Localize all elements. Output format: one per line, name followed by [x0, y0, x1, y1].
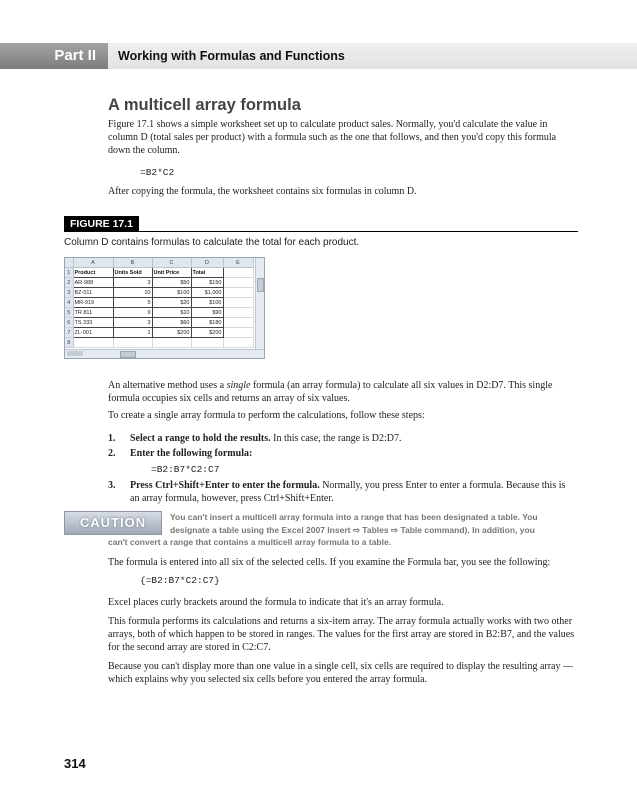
- cell: Product: [73, 268, 113, 278]
- cell: 5: [113, 298, 152, 308]
- cell: AR-988: [73, 278, 113, 288]
- caution-badge: CAUTION: [64, 511, 162, 535]
- cell: Total: [191, 268, 223, 278]
- cell: 3: [113, 318, 152, 328]
- caution-line: can't convert a range that contains a multicell array formula to a table.: [108, 537, 392, 547]
- cell: $10: [152, 308, 191, 318]
- cell: $180: [191, 318, 223, 328]
- code-formula-3: {=B2:B7*C2:C7}: [140, 575, 220, 586]
- cell: $20: [152, 298, 191, 308]
- cell: $200: [152, 328, 191, 338]
- row-header: 8: [65, 338, 73, 348]
- steps-intro: To create a single array formula to perform the calculations, follow these steps:: [108, 410, 425, 421]
- row-header: 7: [65, 328, 73, 338]
- step-number: 3.: [108, 480, 116, 491]
- cell: TR 811: [73, 308, 113, 318]
- cell: [223, 318, 253, 328]
- step-number: 2.: [108, 448, 116, 459]
- row-header: 6: [65, 318, 73, 328]
- step-bold: Enter the following formula:: [130, 448, 253, 459]
- cell: [191, 338, 223, 348]
- table-row: [65, 298, 253, 308]
- table-row: [65, 278, 253, 288]
- cell: TS 333: [73, 318, 113, 328]
- table-row: [65, 318, 253, 328]
- row-header: 3: [65, 288, 73, 298]
- cell: $60: [152, 318, 191, 328]
- code-formula-2: =B2:B7*C2:C7: [151, 464, 220, 475]
- step-bold: Select a range to hold the results.: [130, 433, 271, 444]
- table-row: [65, 268, 253, 278]
- cell: [113, 338, 152, 348]
- cell: $150: [191, 278, 223, 288]
- after-copy-paragraph: After copying the formula, the worksheet contains six formulas in column D.: [108, 186, 417, 197]
- column-header: B: [113, 258, 152, 268]
- cell: $200: [191, 328, 223, 338]
- vertical-scrollbar[interactable]: [255, 258, 264, 358]
- row-header: 5: [65, 308, 73, 318]
- step-bold: Press Ctrl+Shift+Enter to enter the formula.: [130, 480, 320, 491]
- column-header: E: [223, 258, 253, 268]
- alternative-paragraph: [108, 379, 578, 405]
- cell: $100: [191, 298, 223, 308]
- cell: $50: [152, 278, 191, 288]
- scroll-thumb[interactable]: [120, 351, 136, 358]
- step-1: [108, 432, 570, 445]
- column-header-row: [65, 258, 253, 268]
- cell: [223, 328, 253, 338]
- step-3: [108, 479, 570, 505]
- cell: [152, 338, 191, 348]
- cell: $100: [152, 288, 191, 298]
- spreadsheet-grid: [65, 258, 254, 348]
- intro-paragraph: Figure 17.1 shows a simple worksheet set up to calculate product sales. Normally, you'd calculate the value in column D (total sales per product) with a formula such as the one that follows, and then you'd copy this formula down the column.: [108, 119, 557, 156]
- caution-line: You can't insert a multicell array formula into a range that has been designated a table. You: [170, 512, 538, 522]
- table-row: [65, 308, 253, 318]
- table-row: [65, 288, 253, 298]
- cell: [223, 308, 253, 318]
- emphasis: single: [226, 380, 251, 391]
- scroll-thumb[interactable]: [257, 278, 264, 292]
- cell: 9: [113, 308, 152, 318]
- section-title: A multicell array formula: [108, 96, 301, 114]
- part-label: Part II: [0, 43, 108, 69]
- cell: Units Sold: [113, 268, 152, 278]
- row-header: 4: [65, 298, 73, 308]
- table-row: [65, 328, 253, 338]
- cell: 10: [113, 288, 152, 298]
- cell: MR-919: [73, 298, 113, 308]
- cell: [73, 338, 113, 348]
- cell: [223, 268, 253, 278]
- cell: $90: [191, 308, 223, 318]
- caution-line: designate a table using the Excel 2007 Insert ⇨ Tables ⇨ Table command). In addition, you: [170, 524, 535, 535]
- step-text: Normally, you press Enter to enter a formula. Because this is an array formula, however, press Ctrl+Shift+Enter.: [130, 480, 566, 504]
- column-header: D: [191, 258, 223, 268]
- cell: [223, 298, 253, 308]
- page-number: 314: [64, 756, 86, 771]
- entered-paragraph: The formula is entered into all six of the selected cells. If you examine the Formula bar, you see the following:: [108, 557, 551, 568]
- cell: 1: [113, 328, 152, 338]
- row-header: 2: [65, 278, 73, 288]
- row-header: 1: [65, 268, 73, 278]
- code-formula-1: =B2*C2: [140, 167, 175, 178]
- cell: Unit Price: [152, 268, 191, 278]
- table-row: [65, 338, 253, 348]
- step-text: In this case, the range is D2:D7.: [270, 433, 402, 444]
- because-paragraph: Because you can't display more than one value in a single cell, six cells are required to display the resulting array — which explains why you selected six cells before you entered the array formula.: [108, 661, 573, 685]
- caution-text: [108, 511, 574, 549]
- figure-label: FIGURE 17.1: [64, 216, 139, 232]
- chapter-title: Working with Formulas and Functions: [118, 49, 345, 63]
- cell: [223, 278, 253, 288]
- column-header: A: [73, 258, 113, 268]
- text-run: An alternative method uses a: [108, 380, 227, 391]
- curly-brackets-paragraph: Excel places curly brackets around the formula to indicate that it's an array formula.: [108, 597, 444, 608]
- spreadsheet-figure: [64, 257, 265, 359]
- cell: [223, 338, 253, 348]
- figure-rule: [64, 231, 578, 232]
- column-header: C: [152, 258, 191, 268]
- performs-paragraph: This formula performs its calculations and returns a six-item array. The array formula actually works with two other arrays, both of which happen to be stored in ranges. The values for the first array are stored in B2:B7, and the values for the second array are stored in C2:C7.: [108, 616, 575, 653]
- sheet-tab-nav[interactable]: [67, 351, 83, 356]
- step-2: [108, 447, 570, 460]
- cell: $1,000: [191, 288, 223, 298]
- cell: [223, 288, 253, 298]
- figure-caption: Column D contains formulas to calculate the total for each product.: [64, 237, 360, 248]
- text-run: formula (an array formula) to calculate all six values in D2:D7. This single formula occupies six cells and returns an array of six values.: [108, 380, 553, 404]
- cell: BZ-011: [73, 288, 113, 298]
- select-all-corner: [65, 258, 73, 268]
- step-number: 1.: [108, 433, 116, 444]
- cell: 3: [113, 278, 152, 288]
- cell: ZL-001: [73, 328, 113, 338]
- horizontal-scrollbar[interactable]: [65, 349, 264, 358]
